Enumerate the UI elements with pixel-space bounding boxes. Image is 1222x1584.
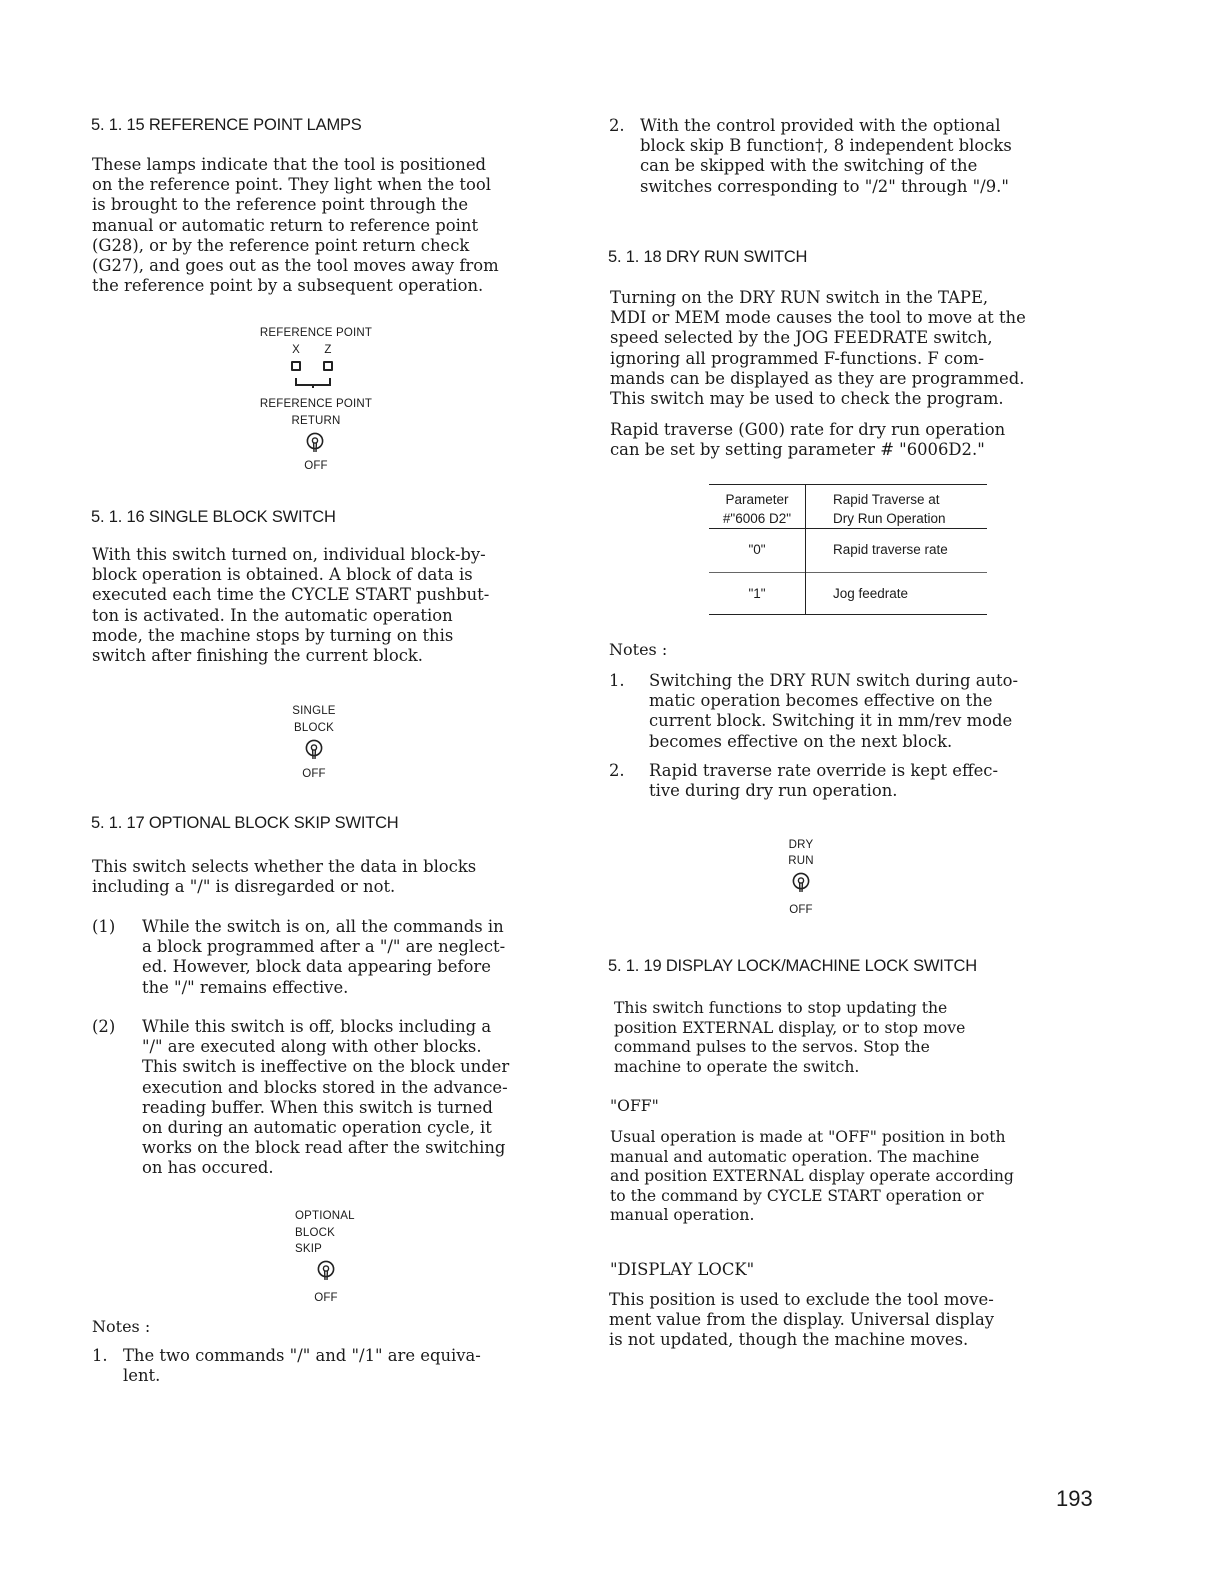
text-line: This switch may be used to check the program. <box>610 389 1004 409</box>
table-cell-param: "0" <box>748 542 766 557</box>
switch-off-label: OFF <box>302 768 326 780</box>
panel-label-reference-point: REFERENCE POINT <box>259 327 373 339</box>
text-line: manual operation. <box>610 1206 755 1225</box>
list-item-text <box>142 1017 509 1179</box>
note-text <box>640 116 1012 197</box>
text-line: command pulses to the servos. Stop the <box>614 1038 930 1057</box>
text-line: reading buffer. When this switch is turned <box>142 1097 493 1117</box>
text-line: Rapid traverse rate override is kept effec- <box>649 761 999 780</box>
subheading-display-lock: "DISPLAY LOCK" <box>610 1260 755 1279</box>
header-line: Parameter <box>725 492 789 507</box>
text-line: tive during dry run operation. <box>649 781 898 801</box>
list-item-number: (2) <box>92 1017 116 1036</box>
text-line: ton is activated. In the automatic operation <box>92 605 453 625</box>
notes-label: Notes : <box>609 640 668 659</box>
rotary-switch-icon <box>792 872 810 900</box>
text-line: including a "/" is disregarded or not. <box>92 877 396 897</box>
table-rule <box>709 572 987 573</box>
list-item <box>92 917 572 1007</box>
axis-label-z: Z <box>324 344 332 356</box>
section-title-5-1-19: 5. 1. 19 DISPLAY LOCK/MACHINE LOCK SWITCH <box>608 957 977 975</box>
text-line: executed each time the CYCLE START pushbut- <box>92 585 490 605</box>
text-line: switches corresponding to "/2" through "/9." <box>640 176 1009 196</box>
text-line: machine to operate the switch. <box>614 1057 860 1076</box>
rotary-switch-icon <box>317 1260 335 1288</box>
text-line: These lamps indicate that the tool is positioned <box>92 155 487 174</box>
rotary-switch-icon <box>306 432 324 460</box>
section-body-5-1-18-rapid <box>610 420 1005 460</box>
text-line: matic operation becomes effective on the <box>649 691 993 711</box>
panel-label-run: RUN <box>788 855 814 867</box>
text-line: execution and blocks stored in the advance- <box>142 1077 508 1097</box>
text-line: This position is used to exclude the tool move- <box>609 1290 994 1309</box>
section-body-5-1-19 <box>614 999 965 1077</box>
note-text <box>123 1346 481 1386</box>
text-line: speed selected by the JOG FEEDRATE switch, <box>610 328 993 348</box>
note-item <box>609 761 1099 806</box>
panel-label-single: SINGLE <box>292 705 336 717</box>
text-line: ment value from the display. Universal display <box>609 1310 995 1330</box>
text-line: mode, the machine stops by turning on this <box>92 625 454 645</box>
text-line: MDI or MEM mode causes the tool to move at the <box>610 308 1026 328</box>
table-cell-param: "1" <box>748 586 766 601</box>
section-title-5-1-17: 5. 1. 17 OPTIONAL BLOCK SKIP SWITCH <box>91 814 399 832</box>
text-line: ed. However, block data appearing before <box>142 957 491 977</box>
text-line: manual and automatic operation. The machine <box>610 1147 980 1166</box>
text-line: block skip B function†, 8 independent blocks <box>640 136 1012 156</box>
notes-label: Notes : <box>92 1317 151 1336</box>
text-line: block operation is obtained. A block of data is <box>92 565 473 585</box>
text-line: the reference point by a subsequent operation. <box>92 276 484 296</box>
header-line: #"6006 D2" <box>722 511 792 526</box>
switch-off-label: OFF <box>789 904 813 916</box>
text-line: This switch functions to stop updating the <box>614 999 948 1017</box>
table-rule <box>709 614 987 615</box>
section-title-5-1-15: 5. 1. 15 REFERENCE POINT LAMPS <box>91 116 362 134</box>
table-rule <box>709 528 987 529</box>
panel-label-reference-point-return: REFERENCE POINT <box>259 398 373 410</box>
text-line: switch after finishing the current block. <box>92 646 424 666</box>
panel-label-optional: OPTIONAL <box>295 1210 355 1222</box>
section-title-5-1-18: 5. 1. 18 DRY RUN SWITCH <box>608 248 808 266</box>
text-line: The two commands "/" and "/1" are equiva- <box>123 1346 481 1365</box>
text-line: With this switch turned on, individual block-by- <box>92 545 486 564</box>
switch-off-label: OFF <box>304 460 328 472</box>
table-rule <box>709 484 987 485</box>
text-line: and position EXTERNAL display operate according <box>610 1167 1014 1186</box>
text-line: is brought to the reference point through the <box>92 195 469 215</box>
text-line: position EXTERNAL display, or to stop move <box>614 1018 966 1037</box>
list-item-text <box>142 917 505 998</box>
section-body-5-1-15 <box>92 155 499 296</box>
note-number: 1. <box>92 1346 108 1365</box>
text-line: While this switch is off, blocks including a <box>142 1017 492 1036</box>
switch-off-label: OFF <box>314 1292 338 1304</box>
note-number: 1. <box>609 671 625 690</box>
section-body-5-1-16 <box>92 545 489 666</box>
text-line: lent. <box>123 1366 161 1386</box>
text-line: While the switch is on, all the commands in <box>142 917 504 936</box>
note-number: 2. <box>609 116 625 135</box>
section-body-off <box>610 1128 1014 1226</box>
text-line: This switch is ineffective on the block under <box>142 1057 510 1077</box>
panel-label-block: BLOCK <box>295 1227 335 1239</box>
table-header-parameter <box>709 490 805 528</box>
text-line: manual or automatic return to reference point <box>92 215 479 235</box>
note-text <box>649 671 1018 752</box>
table-cell-value: Rapid traverse rate <box>833 542 948 557</box>
header-line: Rapid Traverse at <box>833 492 940 507</box>
text-line: This switch selects whether the data in blocks <box>92 857 477 876</box>
panel-label-dry: DRY <box>788 839 814 851</box>
text-line: can be set by setting parameter # "6006D2." <box>610 440 985 460</box>
text-line: to the command by CYCLE START operation or <box>610 1186 984 1205</box>
section-intro-5-1-17 <box>92 857 476 897</box>
text-line: can be skipped with the switching of the <box>640 156 978 176</box>
note-number: 2. <box>609 761 625 780</box>
text-line: Switching the DRY RUN switch during auto- <box>649 671 1019 690</box>
section-body-5-1-18 <box>610 288 1026 409</box>
text-line: mands can be displayed as they are programmed. <box>610 368 1025 388</box>
text-line: ignoring all programmed F-functions. F com- <box>610 348 985 368</box>
header-line: Dry Run Operation <box>833 511 946 526</box>
bracket-icon <box>294 377 334 389</box>
rotary-switch-icon <box>305 739 323 767</box>
text-line: works on the block read after the switching <box>142 1138 506 1158</box>
section-body-display-lock <box>609 1290 994 1351</box>
note-item <box>92 1346 572 1391</box>
list-item-number: (1) <box>92 917 116 936</box>
list-item <box>92 1017 572 1187</box>
axis-label-x: X <box>292 344 300 356</box>
text-line: "/" are executed along with other blocks. <box>142 1037 482 1057</box>
text-line: Usual operation is made at "OFF" position in both <box>610 1128 1006 1146</box>
text-line: a block programmed after a "/" are neglect- <box>142 937 506 957</box>
text-line: Rapid traverse (G00) rate for dry run operation <box>610 420 1006 439</box>
page-number: 193 <box>1056 1486 1093 1511</box>
text-line: becomes effective on the next block. <box>649 731 953 751</box>
note-text <box>649 761 998 801</box>
text-line: Turning on the DRY RUN switch in the TAPE, <box>610 288 989 307</box>
note-item <box>609 116 1099 201</box>
text-line: is not updated, though the machine moves. <box>609 1330 969 1350</box>
panel-label-block: BLOCK <box>294 722 334 734</box>
panel-label-return: RETURN <box>291 415 341 427</box>
text-line: current block. Switching it in mm/rev mode <box>649 711 1013 731</box>
text-line: the "/" remains effective. <box>142 977 349 997</box>
text-line: on the reference point. They light when the tool <box>92 175 491 195</box>
text-line: on has occured. <box>142 1158 274 1178</box>
text-line: With the control provided with the optional <box>640 116 1001 135</box>
note-item <box>609 671 1099 756</box>
lamp-icon <box>323 361 333 371</box>
panel-label-skip: SKIP <box>295 1243 323 1255</box>
text-line: on during an automatic operation cycle, it <box>142 1118 492 1138</box>
parameter-table <box>709 484 987 617</box>
table-cell-value: Jog feedrate <box>833 586 909 601</box>
section-title-5-1-16: 5. 1. 16 SINGLE BLOCK SWITCH <box>91 508 336 526</box>
lamp-icon <box>291 361 301 371</box>
text-line: (G27), and goes out as the tool moves away from <box>92 256 499 276</box>
text-line: (G28), or by the reference point return check <box>92 235 470 255</box>
table-rule <box>805 484 806 615</box>
subheading-off: "OFF" <box>610 1097 659 1115</box>
table-header-rapid-traverse <box>833 490 983 528</box>
